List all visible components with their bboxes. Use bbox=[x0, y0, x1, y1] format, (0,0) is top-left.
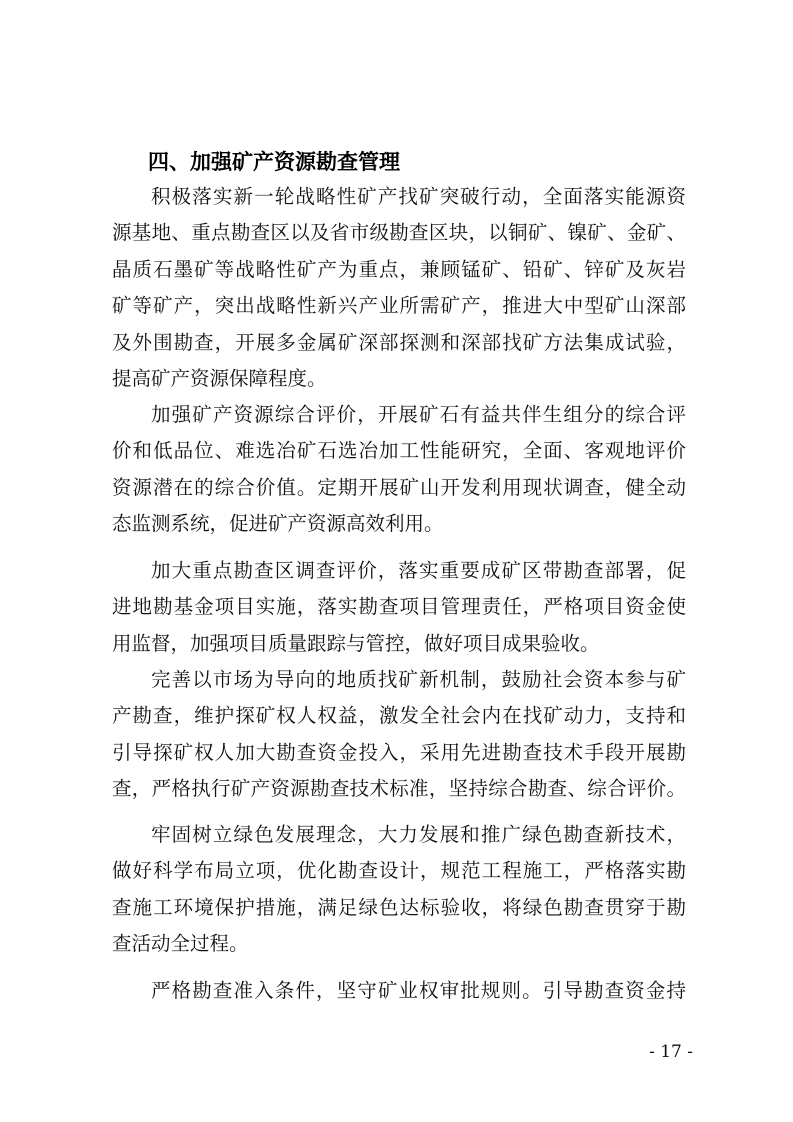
paragraph-line: 源基地、重点勘查区以及省市级勘查区块，以铜矿、镍矿、金矿、 bbox=[112, 221, 686, 245]
paragraph-line: 价和低品位、难选冶矿石选冶加工性能研究，全面、客观地评价 bbox=[112, 439, 686, 463]
paragraph-line: 加强矿产资源综合评价，开展矿石有益共伴生组分的综合评 bbox=[151, 403, 686, 426]
paragraph-line: 引导探矿权人加大勘查资金投入，采用先进勘查技术手段开展勘 bbox=[112, 740, 686, 764]
section-heading: 四、加强矿产资源勘查管理 bbox=[148, 150, 400, 174]
page-number: - 17 - bbox=[649, 1042, 693, 1062]
paragraph-line: 查，严格执行矿产资源勘查技术标准，坚持综合勘查、综合评价。 bbox=[112, 777, 686, 801]
paragraph-line: 查活动全过程。 bbox=[112, 932, 249, 956]
paragraph-line: 加大重点勘查区调查评价，落实重要成矿区带勘查部署，促 bbox=[151, 559, 686, 582]
paragraph-line: 积极落实新一轮战略性矿产找矿突破行动，全面落实能源资 bbox=[151, 185, 686, 208]
paragraph-line: 牢固树立绿色发展理念，大力发展和推广绿色勘查新技术， bbox=[151, 823, 686, 846]
paragraph-line: 资源潜在的综合价值。定期开展矿山开发利用现状调查，健全动 bbox=[112, 475, 686, 499]
paragraph-line: 矿等矿产，突出战略性新兴产业所需矿产，推进大中型矿山深部 bbox=[112, 294, 686, 318]
paragraph-line: 产勘查，维护探矿权人权益，激发全社会内在找矿动力，支持和 bbox=[112, 704, 686, 728]
paragraph-1 bbox=[112, 179, 686, 397]
paragraph-2 bbox=[112, 397, 686, 543]
paragraph-line: 态监测系统，促进矿产资源高效利用。 bbox=[112, 512, 444, 536]
paragraph-line: 晶质石墨矿等战略性矿产为重点，兼顾锰矿、铅矿、锌矿及灰岩 bbox=[112, 257, 686, 281]
paragraph-line: 用监督，加强项目质量跟踪与管控，做好项目成果验收。 bbox=[112, 631, 600, 655]
paragraph-line: 查施工环境保护措施，满足绿色达标验收，将绿色勘查贯穿于勘 bbox=[112, 895, 686, 919]
paragraph-line: 完善以市场为导向的地质找矿新机制，鼓励社会资本参与矿 bbox=[151, 668, 686, 691]
paragraph-line: 及外围勘查，开展多金属矿深部探测和深部找矿方法集成试验， bbox=[112, 330, 686, 354]
paragraph-3 bbox=[112, 553, 686, 662]
paragraph-line: 严格勘查准入条件，坚守矿业权审批规则。引导勘查资金持 bbox=[151, 979, 686, 1002]
paragraph-line: 做好科学布局立项，优化勘查设计，规范工程施工，严格落实勘 bbox=[112, 859, 686, 883]
paragraph-6 bbox=[112, 973, 686, 1009]
paragraph-line: 提高矿产资源保障程度。 bbox=[112, 366, 327, 390]
paragraph-5 bbox=[112, 817, 686, 963]
paragraph-4 bbox=[112, 662, 686, 808]
paragraph-line: 进地勘基金项目实施，落实勘查项目管理责任，严格项目资金使 bbox=[112, 595, 686, 619]
